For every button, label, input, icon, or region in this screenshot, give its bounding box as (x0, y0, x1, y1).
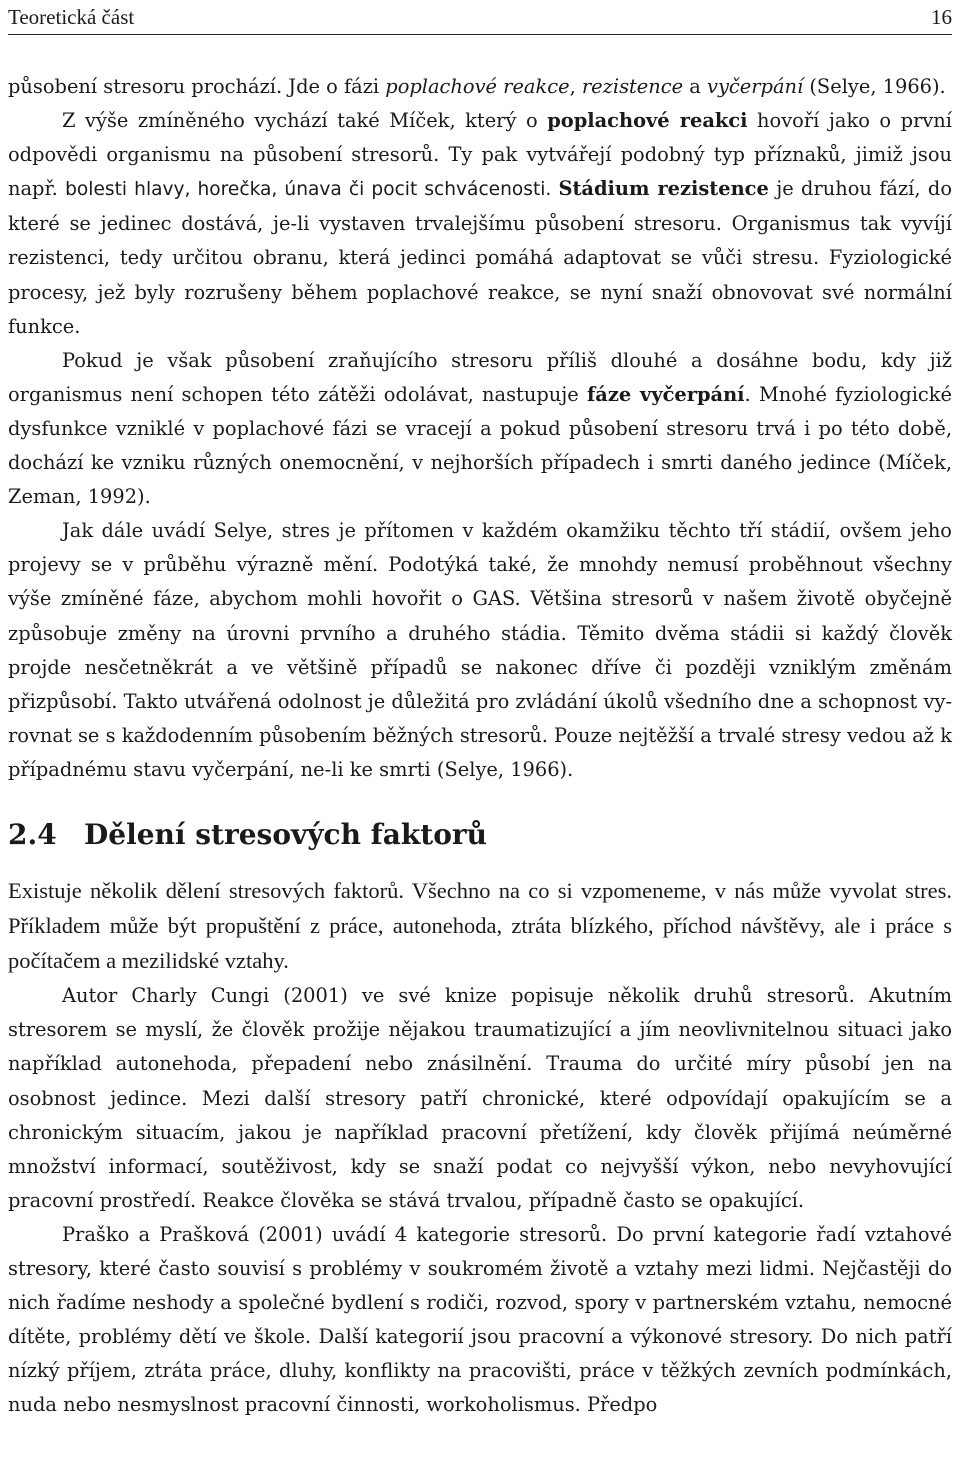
text-italic: poplachové reakce (385, 75, 570, 98)
paragraph (8, 874, 952, 979)
paragraph (8, 514, 952, 787)
text-bold: poplachové reakci (547, 109, 748, 133)
document-body (8, 70, 952, 1422)
text-italic: vyčerpání (707, 75, 804, 98)
text-run: Existuje několik dělení stresových faktorů. Všechno na co si vzpomeneme, v nás může vyvolat stres. Příkladem může být propuštění z práce, autonehoda, ztráta blízkého, příchod návštěvy, ale i práce s počítačem a mezilidské vztahy. (8, 877, 952, 974)
section-number: 2.4 (8, 817, 57, 851)
paragraph (8, 344, 952, 514)
text-italic: rezistence (581, 75, 684, 98)
section-heading (8, 818, 952, 852)
paragraphs-before-section (8, 70, 952, 787)
text-run: působení stresoru prochází. Jde o fázi (8, 75, 386, 98)
text-run: bolesti hlavy, horečka, únava či pocit schvácenosti. (65, 179, 559, 201)
paragraph (8, 1218, 952, 1423)
header-title: Teoretická část (8, 5, 135, 29)
paragraphs-after-section (8, 874, 952, 1423)
page-header (8, 0, 952, 35)
page-number: 16 (931, 5, 952, 29)
text-run: . Mnohé fyziologické dysfunkce vzniklé v poplachové fázi se vracejí a pokud působení stresoru trvá i po této době, dochází ke vzniku různých onemocnění, v nejhorších případech i smrti daného jedince (Míček, Zeman, 1992). (8, 382, 952, 509)
paragraph (8, 70, 952, 104)
text-run: a (683, 75, 708, 98)
text-run: hovoří jako o první odpovědi organismu na působení stresorů. Ty pak vytvářejí podobný typ příznaků, jimiž jsou např. (8, 109, 952, 201)
paragraph (8, 979, 952, 1218)
text-run: Jak dále uvádí Selye, stres je přítomen v každém okamžiku těchto tří stádií, ovšem jeho projevy se v průběhu výrazně mění. Podotýká také, že mnohdy nemusí proběhnout všechny výše zmíněné fáze, abychom mohli hovořit o GAS. Většina stresorů v našem životě obyčejně způsobuje změny na úrovni prvního a druhého stádia. Těmito dvěma stádii si každý člověk projde nesčetněkrát a ve většině případů se nakonec dříve či později vzniklým změnám přizpůsobí. Takto utvářená odolnost je důležitá pro zvládání úkolů všedního dne a schopnost vyrovnat se s každodenním působením běžných stresorů. Pouze nejtěžší a trvalé stresy vedou až k případnému stavu vyčerpání, ne-li ke smrti (Selye, 1966). (8, 519, 952, 781)
text-run: Praško a Prašková (2001) uvádí 4 kategorie stresorů. Do první kategorie řadí vztahové stresory, které často souvisí s problémy v soukromém životě a vztahy mezi lidmi. Nejčastěji do nich řadíme neshody a společné bydlení s rodiči, rozvod, spory v partnerském vztahu, nemocné dítěte, problémy dětí ve škole. Další kategorií jsou pracovní a výkonové stresory. Do nich patří nízký příjem, ztráta práce, dluhy, konflikty na pracovišti, práce v těžkých zevních podmínkách, nuda nebo nesmyslnost pracovní činnosti, workoholismus. Předpo (8, 1222, 952, 1417)
text-run: Z výše zmíněného vychází také Míček, který o (62, 109, 548, 133)
text-run: je druhou fází, do které se jedinec dostává, je-li vystaven trvalejšímu působení stresoru. Organismus tak vyvíjí rezistenci, tedy určitou obranu, která jedinci pomáhá adaptovat se vůči stresu. Fyziologické procesy, jež byly rozrušeny během poplachové reakce, se nyní snaží obnovovat své normální funkce. (8, 177, 952, 338)
text-run: (Selye, 1966). (803, 75, 946, 98)
section-title: Dělení stresových faktorů (84, 817, 487, 851)
text-run: , (569, 75, 582, 98)
text-bold: Stádium rezistence (558, 177, 769, 201)
text-bold: fáze vyčerpání (586, 382, 745, 406)
paragraph (8, 104, 952, 344)
text-run: Autor Charly Cungi (2001) ve své knize popisuje několik druhů stresorů. Akutním stresorem se myslí, že člověk prožije nějakou traumatizující a jím neovlivnitelnou situaci jako například autonehoda, přepadení nebo znásilnění. Trauma do určité míry působí jen na osobnost jedince. Mezi další stresory patří chronické, které odpovídají opakujícím se a chronickým situacím, jakou je například pracovní přetížení, kdy člověk přijímá neúměrné množství informací, soutěživost, kdy se snaží podat co nejvyšší výkon, nebo nevyhovující pracovní prostředí. Reakce člověka se stává trvalou, případně často se opakující. (8, 984, 952, 1212)
text-run: Pokud je však působení zraňujícího stresoru příliš dlouhé a dosáhne bodu, kdy již organismus není schopen této zátěži odolávat, nastupuje (8, 348, 952, 406)
